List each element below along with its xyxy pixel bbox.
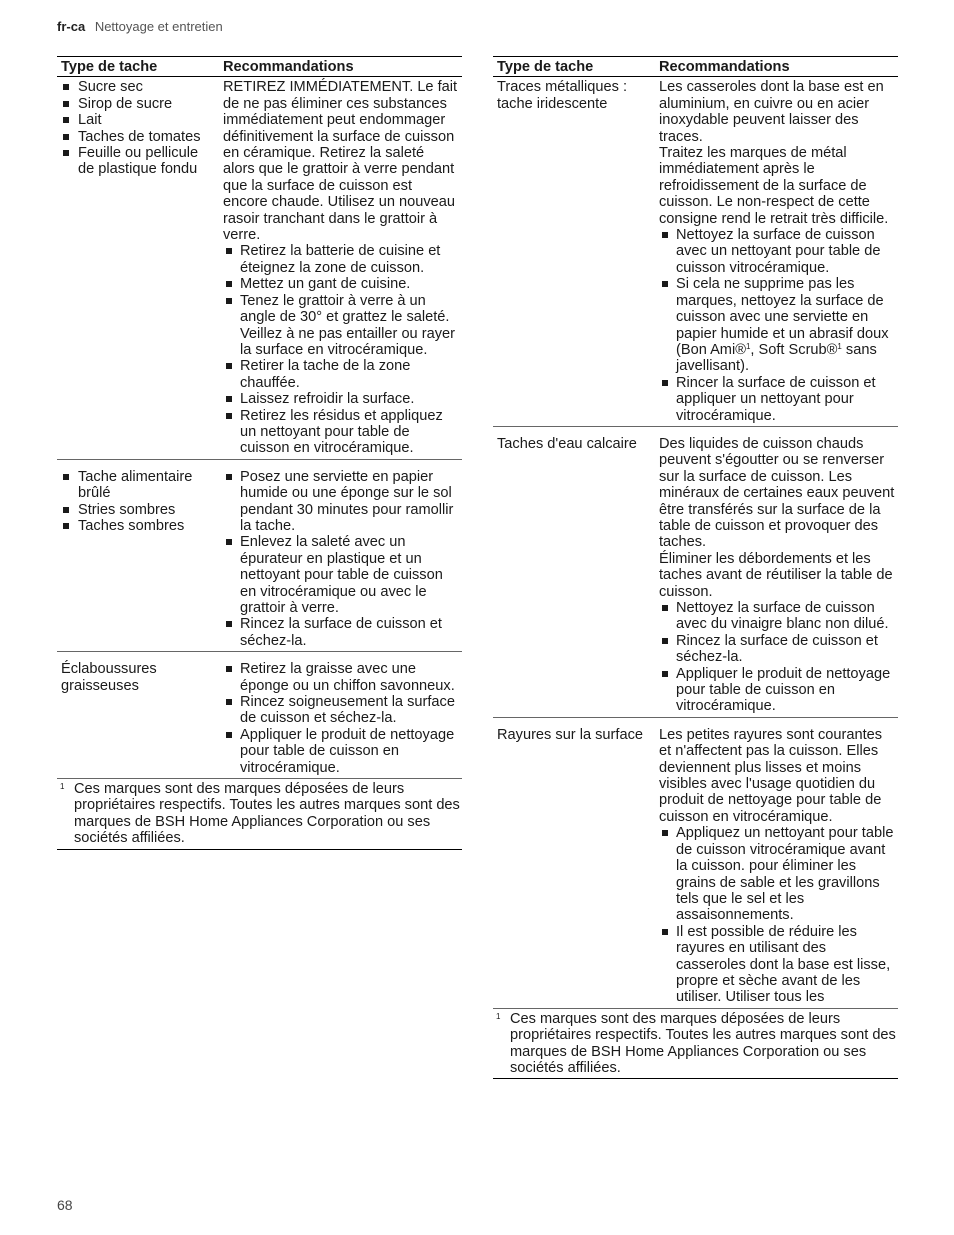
stain-type-cell: Traces métalliques : tache iridescente (493, 77, 653, 427)
table-row (493, 426, 898, 717)
list-item: Nettoyez la surface de cuisson avec du vinaigre blanc non dilué. (659, 600, 895, 633)
recommendation-text: Éliminer les débordements et les taches avant de réutiliser la table de cuisson. (659, 550, 893, 600)
stain-type-list (61, 79, 209, 177)
footnote-mark: 1 (496, 1011, 501, 1021)
left-column (57, 56, 462, 850)
list-item: Appliquez un nettoyant pour table de cuisson vitrocéramique avant la cuisson. pour éliminer les grains de sable et les gravillons tels que le sel et les assaisonnements. (659, 825, 895, 923)
cleaning-table-left (57, 56, 462, 779)
list-item-text: sans javellisant). (676, 341, 877, 375)
list-item: Retirer la tache de la zone chauffée. (223, 358, 459, 391)
list-item: Rincer la surface de cuisson et appliquer un nettoyant pour vitrocéramique. (659, 375, 895, 424)
list-item: Tache alimentaire brûlé (61, 469, 209, 502)
list-item-text: , Soft Scrub® (750, 341, 838, 358)
list-item: Posez une serviette en papier humide ou une éponge sur le sol pendant 30 minutes pour ramollir la tache. (223, 469, 459, 535)
list-item: Sucre sec (61, 79, 209, 95)
list-item: Tenez le grattoir à verre à un angle de 30° et grattez le saleté. Veillez à ne pas entailler ou rayer la surface en vitrocéramique. (223, 293, 459, 359)
stain-type-cell: Rayures sur la surface (493, 717, 653, 1008)
recommendation-text: Les casseroles dont la base est en aluminium, en cuivre ou en acier inoxydable peuvent laisser des traces. (659, 79, 884, 145)
recommendation-cell (217, 652, 462, 779)
list-item: Appliquer le produit de nettoyage pour table de cuisson en vitrocéramique. (659, 666, 895, 715)
list-item: Rincez la surface de cuisson et séchez-la. (223, 616, 459, 649)
recommendation-steps (223, 469, 459, 649)
column-header-recommendations: Recommandations (217, 57, 462, 77)
footnote-mark: 1 (60, 782, 65, 792)
column-header-recommendations: Recommandations (653, 57, 898, 77)
list-item: Nettoyez la surface de cuisson avec un nettoyant pour table de cuisson vitrocéramique. (659, 227, 895, 276)
page-number: 68 (57, 1197, 73, 1213)
list-item: Retirez la graisse avec une éponge ou un chiffon savonneux. (223, 661, 459, 694)
list-item: Stries sombres (61, 502, 209, 518)
recommendation-cell (653, 77, 898, 427)
stain-type-cell: Taches d'eau calcaire (493, 426, 653, 717)
table-row (493, 717, 898, 1008)
table-row (57, 77, 462, 459)
recommendation-text: Les petites rayures sont courantes et n'affectent pas la cuisson. Elles deviennent plus lisses et moins visibles avec l'usage quotidien du produit de nettoyage pour table de cuisson en vitrocéramique. (659, 726, 883, 825)
list-item: Retirez les résidus et appliquez un nettoyant pour table de cuisson en vitrocéramique. (223, 408, 459, 457)
list-item: Laissez refroidir la surface. (223, 391, 459, 407)
recommendation-text: RETIREZ IMMÉDIATEMENT. Le fait de ne pas éliminer ces substances immédiatement peut endommager définitivement la surface de cuisson en céramique. Retirez la saleté alors que le grattoir à verre pendant que la surface de cuisson est encore chaude. Utilisez un nouveau rasoir tranchant dans le grattoir à verre. (223, 79, 458, 244)
right-column (493, 56, 898, 1079)
footnote-ref: 1 (745, 341, 751, 351)
cleaning-table-right (493, 56, 898, 1009)
recommendation-cell (217, 459, 462, 651)
list-item-text: Si cela ne supprime pas les marques, nettoyez la surface de cuisson avec une serviette en papier humide et un abrasif doux (Bon Ami® (676, 276, 889, 358)
list-item (659, 276, 895, 374)
list-item: Retirez la batterie de cuisine et éteignez la zone de cuisson. (223, 243, 459, 276)
list-item: Il est possible de réduire les rayures en utilisant des casseroles dont la base est lisse, propre et sèche avant de les utiliser. Utiliser tous les (659, 924, 895, 1006)
list-item: Sirop de sucre (61, 96, 209, 112)
recommendation-text: Traitez les marques de métal immédiatement après le refroidissement de la surface de cuisson. Le non-respect de cette consigne rend le retrait très difficile. (659, 145, 889, 227)
footnote-ref: 1 (837, 341, 842, 351)
list-item: Lait (61, 112, 209, 128)
recommendation-cell (653, 717, 898, 1008)
footnote (493, 1009, 898, 1080)
table-row (493, 77, 898, 427)
recommendation-text: Des liquides de cuisson chauds peuvent s'égoutter ou se renverser sur la surface de cuisson. Les minéraux de certaines eaux peuvent être transférés sur la surface de la table de cuisson et provoquer des taches. (659, 435, 895, 551)
stain-type-cell (57, 459, 217, 651)
stain-type-list (61, 469, 209, 535)
recommendation-cell (217, 77, 462, 459)
list-item: Feuille ou pellicule de plastique fondu (61, 145, 209, 178)
recommendation-steps (659, 600, 895, 715)
footnote-text: Ces marques sont des marques déposées de leurs propriétaires respectifs. Toutes les autres marques sont des marques de BSH Home Appliances Corporation ou ses sociétés affiliées. (510, 1010, 896, 1076)
list-item: Mettez un gant de cuisine. (223, 276, 459, 292)
footnote-text: Ces marques sont des marques déposées de leurs propriétaires respectifs. Toutes les autres marques sont des marques de BSH Home Appliances Corporation ou ses sociétés affiliées. (74, 781, 460, 847)
column-header-type: Type de tache (57, 57, 217, 77)
table-row (57, 652, 462, 779)
recommendation-steps (659, 825, 895, 1005)
page-header (57, 19, 223, 34)
footnote (57, 779, 462, 850)
language-code: fr-ca (57, 19, 86, 34)
recommendation-steps (223, 661, 459, 776)
recommendation-steps (659, 227, 895, 424)
section-title: Nettoyage et entretien (94, 19, 223, 34)
list-item: Taches sombres (61, 518, 209, 534)
list-item: Enlevez la saleté avec un épurateur en plastique et un nettoyant pour table de cuisson en vitrocéramique ou avec le grattoir à verre. (223, 534, 459, 616)
recommendation-steps (223, 243, 459, 456)
list-item: Taches de tomates (61, 129, 209, 145)
table-row (57, 459, 462, 651)
stain-type-cell (57, 77, 217, 459)
list-item: Rincez la surface de cuisson et séchez-la. (659, 633, 895, 666)
column-header-type: Type de tache (493, 57, 653, 77)
list-item: Rincez soigneusement la surface de cuisson et séchez-la. (223, 694, 459, 727)
stain-type-cell: Éclaboussures graisseuses (57, 652, 217, 779)
table-header-row (57, 57, 462, 77)
recommendation-cell (653, 426, 898, 717)
list-item: Appliquer le produit de nettoyage pour table de cuisson en vitrocéramique. (223, 727, 459, 776)
table-header-row (493, 57, 898, 77)
